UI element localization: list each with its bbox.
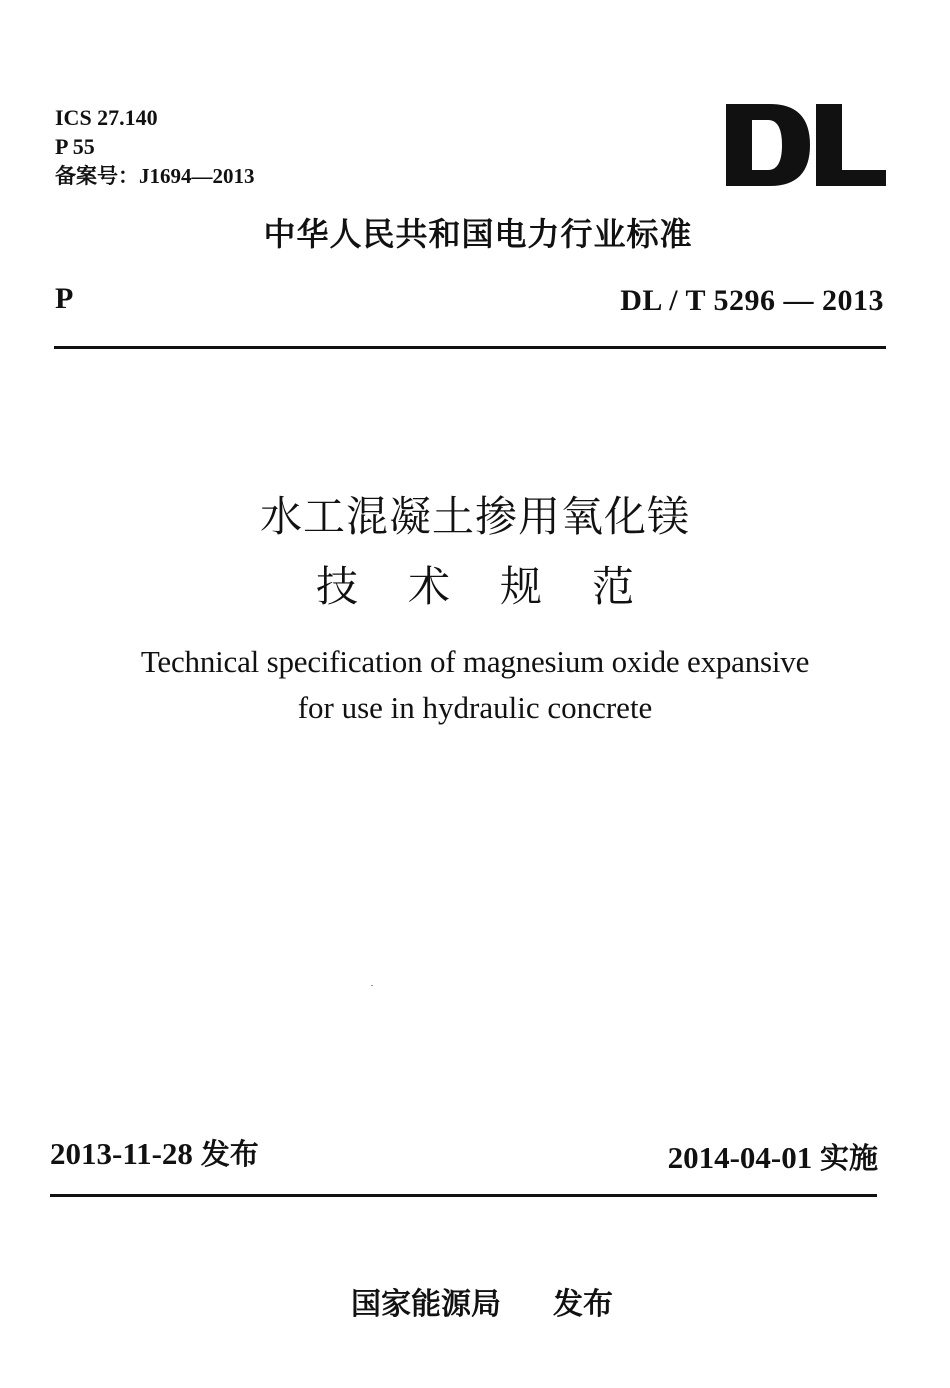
publisher-action: 发布 — [553, 1287, 613, 1322]
standard-number: DL / T 5296 — 2013 — [620, 284, 884, 317]
header-divider — [54, 346, 886, 349]
implementation-label: 实施 — [819, 1141, 878, 1175]
industry-standard-title: 中华人民共和国电力行业标准 — [263, 215, 693, 253]
footer-divider — [50, 1194, 877, 1197]
implementation-date-line — [668, 1142, 878, 1173]
issue-date-line — [50, 1138, 259, 1169]
ccs-code: P 55 — [55, 134, 95, 159]
issue-label: 发布 — [200, 1137, 259, 1171]
record-number — [55, 166, 255, 187]
title-chinese-line-2: 技术规范 — [315, 562, 684, 611]
record-value: J1694—2013 — [139, 164, 255, 188]
publisher-line — [0, 1287, 950, 1322]
title-chinese-line-1: 水工混凝土掺用氧化镁 — [259, 492, 690, 541]
dl-logo — [726, 104, 886, 186]
implementation-date: 2014-04-01 — [667, 1140, 813, 1175]
issue-date: 2013-11-28 — [50, 1136, 193, 1171]
record-label: 备案号： — [55, 164, 139, 188]
scan-speck — [371, 985, 373, 986]
title-english-line-1: Technical specification of magnesium oxide expansive — [140, 644, 810, 679]
ics-code: ICS 27.140 — [55, 105, 158, 130]
title-english-line-2: for use in hydraulic concrete — [297, 690, 653, 725]
classification-letter: P — [55, 282, 74, 315]
publisher-name: 国家能源局 — [351, 1287, 501, 1322]
